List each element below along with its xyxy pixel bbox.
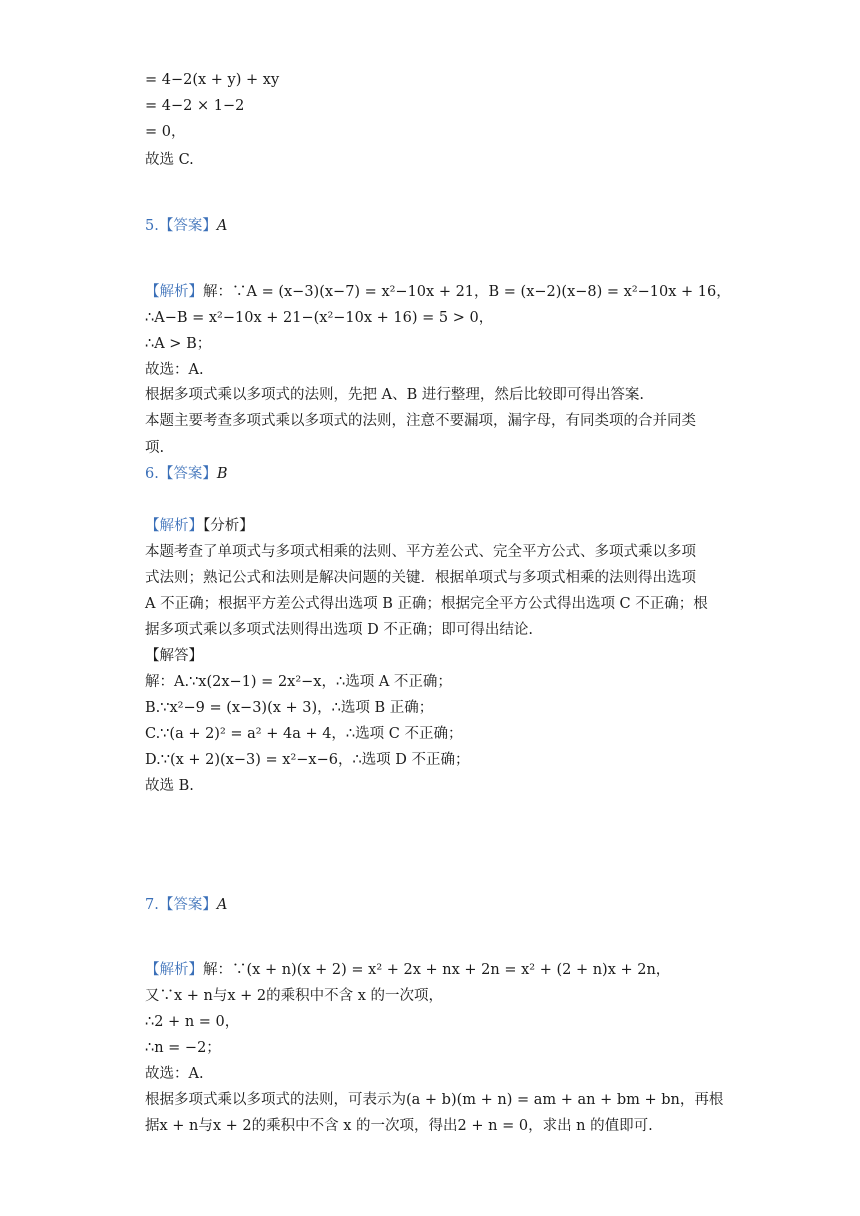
q7-analysis-label: 【解析】 <box>145 962 203 978</box>
q5-line-3: ∴A > B； <box>145 336 212 352</box>
q6-line-1: 本题考查了单项式与多项式相乘的法则、平方差公式、完全平方公式、多项式乘以多项 <box>145 544 696 560</box>
q7-line-3: ∴2 + n = 0， <box>145 1014 240 1030</box>
q7-line-2: 又∵x + n与x + 2的乘积中不含 x 的一次项， <box>145 988 444 1004</box>
q7-analysis-line-1 <box>145 960 670 980</box>
q6-answer-label: 6.【答案】 <box>145 466 217 482</box>
q7-answer-label: 7.【答案】 <box>145 897 217 913</box>
q5-answer-label: 5.【答案】 <box>145 218 217 234</box>
q6-line-2: 式法则；熟记公式和法则是解决问题的关键．根据单项式与多项式相乘的法则得出选项 <box>145 570 696 586</box>
q7-line-7: 据x + n与x + 2的乘积中不含 x 的一次项，得出2 + n = 0，求出 n 的值即可. <box>145 1118 653 1134</box>
q6-analysis-label: 【解析】 <box>145 518 203 534</box>
q5-line-4: 故选：A. <box>145 362 204 378</box>
q6-line-3: A 不正确；根据平方差公式得出选项 B 正确；根据完全平方公式得出选项 C 不正确；根 <box>145 596 708 612</box>
q5-analysis-label: 【解析】 <box>145 284 203 300</box>
q6-solution-1: 解：A.∵x(2x−1) = 2x²−x，∴选项 A 不正确； <box>145 674 452 690</box>
q6-solution-3: C.∵(a + 2)² = a² + 4a + 4，∴选项 C 不正确； <box>145 726 463 742</box>
q7-answer <box>145 895 227 915</box>
q5-analysis-line-1 <box>145 282 731 302</box>
q7-answer-value: A <box>216 897 228 913</box>
q6-answer <box>145 464 228 484</box>
q5-answer <box>145 216 227 236</box>
q5-line-6: 本题主要考查多项式乘以多项式的法则，注意不要漏项，漏字母，有同类项的合并同类 <box>145 413 696 429</box>
q7-line-5: 故选：A. <box>145 1066 204 1082</box>
q6-analysis-header <box>145 516 254 536</box>
q4-step-3: = 0， <box>145 124 186 140</box>
q7-line-4: ∴n = −2； <box>145 1040 221 1056</box>
q6-solution-2: B.∵x²−9 = (x−3)(x + 3)，∴选项 B 正确； <box>145 700 434 716</box>
q6-analysis-sub: 【分析】 <box>203 518 254 534</box>
q4-choice: 故选 C. <box>145 152 194 168</box>
q6-line-4: 据多项式乘以多项式法则得出选项 D 不正确；即可得出结论. <box>145 622 533 638</box>
q4-step-2: = 4−2 × 1−2 <box>145 98 245 114</box>
q6-solution-label: 【解答】 <box>145 648 203 664</box>
q4-step-1: = 4−2(x + y) + xy <box>145 72 280 88</box>
q5-line-2: ∴A−B = x²−10x + 21−(x²−10x + 16) = 5 > 0， <box>145 310 494 326</box>
q6-answer-value: B <box>216 466 228 482</box>
q5-line-7: 项. <box>145 440 165 456</box>
q5-line-1: 解：∵A = (x−3)(x−7) = x²−10x + 21，B = (x−2)(x−8) = x²−10x + 16， <box>203 284 731 300</box>
q7-line-1: 解：∵(x + n)(x + 2) = x² + 2x + nx + 2n = x² + (2 + n)x + 2n， <box>203 962 671 978</box>
q5-line-5: 根据多项式乘以多项式的法则，先把 A、B 进行整理，然后比较即可得出答案. <box>145 387 644 403</box>
q7-line-6: 根据多项式乘以多项式的法则，可表示为(a + b)(m + n) = am + an + bm + bn，再根 <box>145 1092 724 1108</box>
q6-solution-5: 故选 B. <box>145 778 194 794</box>
q5-answer-value: A <box>216 218 228 234</box>
q6-solution-4: D.∵(x + 2)(x−3) = x²−x−6，∴选项 D 不正确； <box>145 752 470 768</box>
